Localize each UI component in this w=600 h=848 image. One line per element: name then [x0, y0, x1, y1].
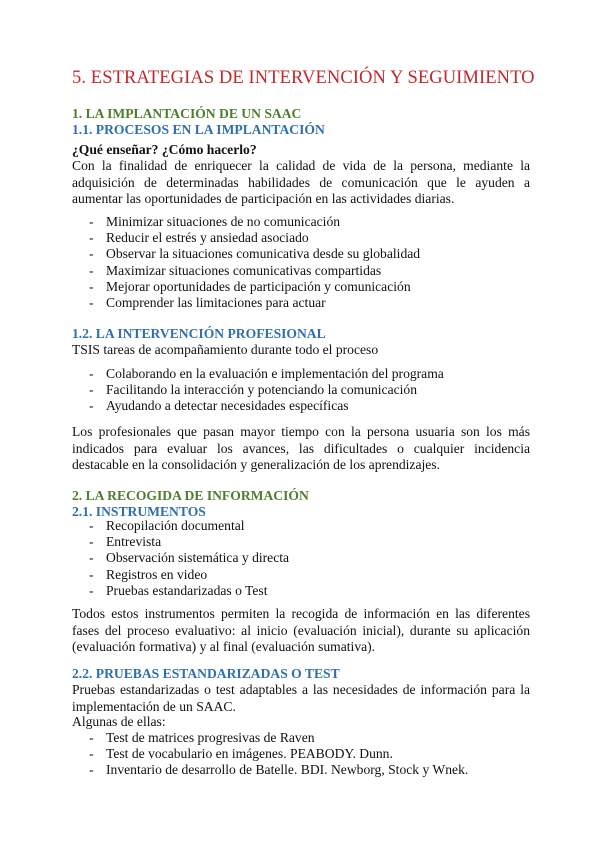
list-item: - Minimizar situaciones de no comunicación — [89, 214, 341, 229]
list-item: - Facilitando la interacción y potenciando la comunicación — [89, 382, 418, 398]
subsection-2-1-heading: 2.1. INSTRUMENTOS — [72, 504, 206, 519]
list-1-1 — [72, 214, 530, 311]
list-1-2 — [72, 366, 530, 415]
list-item: - Reducir el estrés y ansiedad asociado — [89, 230, 309, 246]
list-item: - Observar la situaciones comunicativa desde su globalidad — [89, 246, 421, 262]
list-item: - Registros en video — [89, 566, 208, 582]
list-item: - Recopilación documental — [89, 518, 245, 533]
list-item: - Test de matrices progresivas de Raven — [89, 730, 315, 745]
list-item: - Entrevista — [89, 534, 162, 550]
list-item: - Comprender las limitaciones para actuar — [89, 295, 326, 311]
list-item: - Maximizar situaciones comunicativas compartidas — [89, 262, 382, 278]
subsection-1-2-heading: 1.2. LA INTERVENCIÓN PROFESIONAL — [72, 326, 326, 341]
list-item: - Inventario de desarrollo de Batelle. BDI. Newborg, Stock y Wnek. — [89, 762, 469, 778]
list-2-1 — [72, 518, 530, 599]
paragraph-2-1: Todos estos instrumentos permiten la recogida de información en las diferentes fases del proceso evaluativo: al inicio (evaluación inicial), durante su aplicación (evaluación formativa) y al final (evaluación sumativa). — [72, 606, 530, 654]
subsection-1-1-heading: 1.1. PROCESOS EN LA IMPLANTACIÓN — [72, 122, 325, 137]
paragraph-2-2: Pruebas estandarizadas o test adaptables a las necesidades de información para la implementación de un SAAC. — [72, 682, 530, 714]
paragraph-1-1: Con la finalidad de enriquecer la calidad de vida de la persona, mediante la adquisición de determinadas habilidades de comunicación que le ayuden a aumentar las oportunidades de participación en las actividades diarias. — [72, 158, 530, 206]
subsection-2-2-heading: 2.2. PRUEBAS ESTANDARIZADAS O TEST — [72, 666, 340, 681]
section-2-heading: 2. LA RECOGIDA DE INFORMACIÓN — [72, 488, 309, 503]
intro-1-2: TSIS tareas de acompañamiento durante todo el proceso — [72, 342, 379, 357]
section-1-heading: 1. LA IMPLANTACIÓN DE UN SAAC — [72, 106, 302, 121]
intro-2-2: Algunas de ellas: — [72, 714, 166, 729]
paragraph-1-2: Los profesionales que pasan mayor tiempo con la persona usuaria son los más indicados para evaluar los avances, las dificultades o cualquier incidencia destacable en la consolidación y generalización de los aprendizajes. — [72, 424, 530, 472]
list-item: - Test de vocabulario en imágenes. PEABODY. Dunn. — [89, 746, 393, 762]
list-item: - Colaborando en la evaluación e implementación del programa — [89, 366, 444, 381]
list-item: - Pruebas estandarizadas o Test — [89, 582, 268, 598]
page-title: 5. ESTRATEGIAS DE INTERVENCIÓN Y SEGUIMIENTO — [72, 68, 535, 88]
question-heading: ¿Qué enseñar? ¿Cómo hacerlo? — [72, 142, 257, 157]
list-item: - Mejorar oportunidades de participación y comunicación — [89, 278, 411, 294]
list-item: - Observación sistemática y directa — [89, 550, 290, 566]
list-2-2 — [72, 730, 530, 779]
list-item: - Ayudando a detectar necesidades específicas — [89, 398, 349, 414]
